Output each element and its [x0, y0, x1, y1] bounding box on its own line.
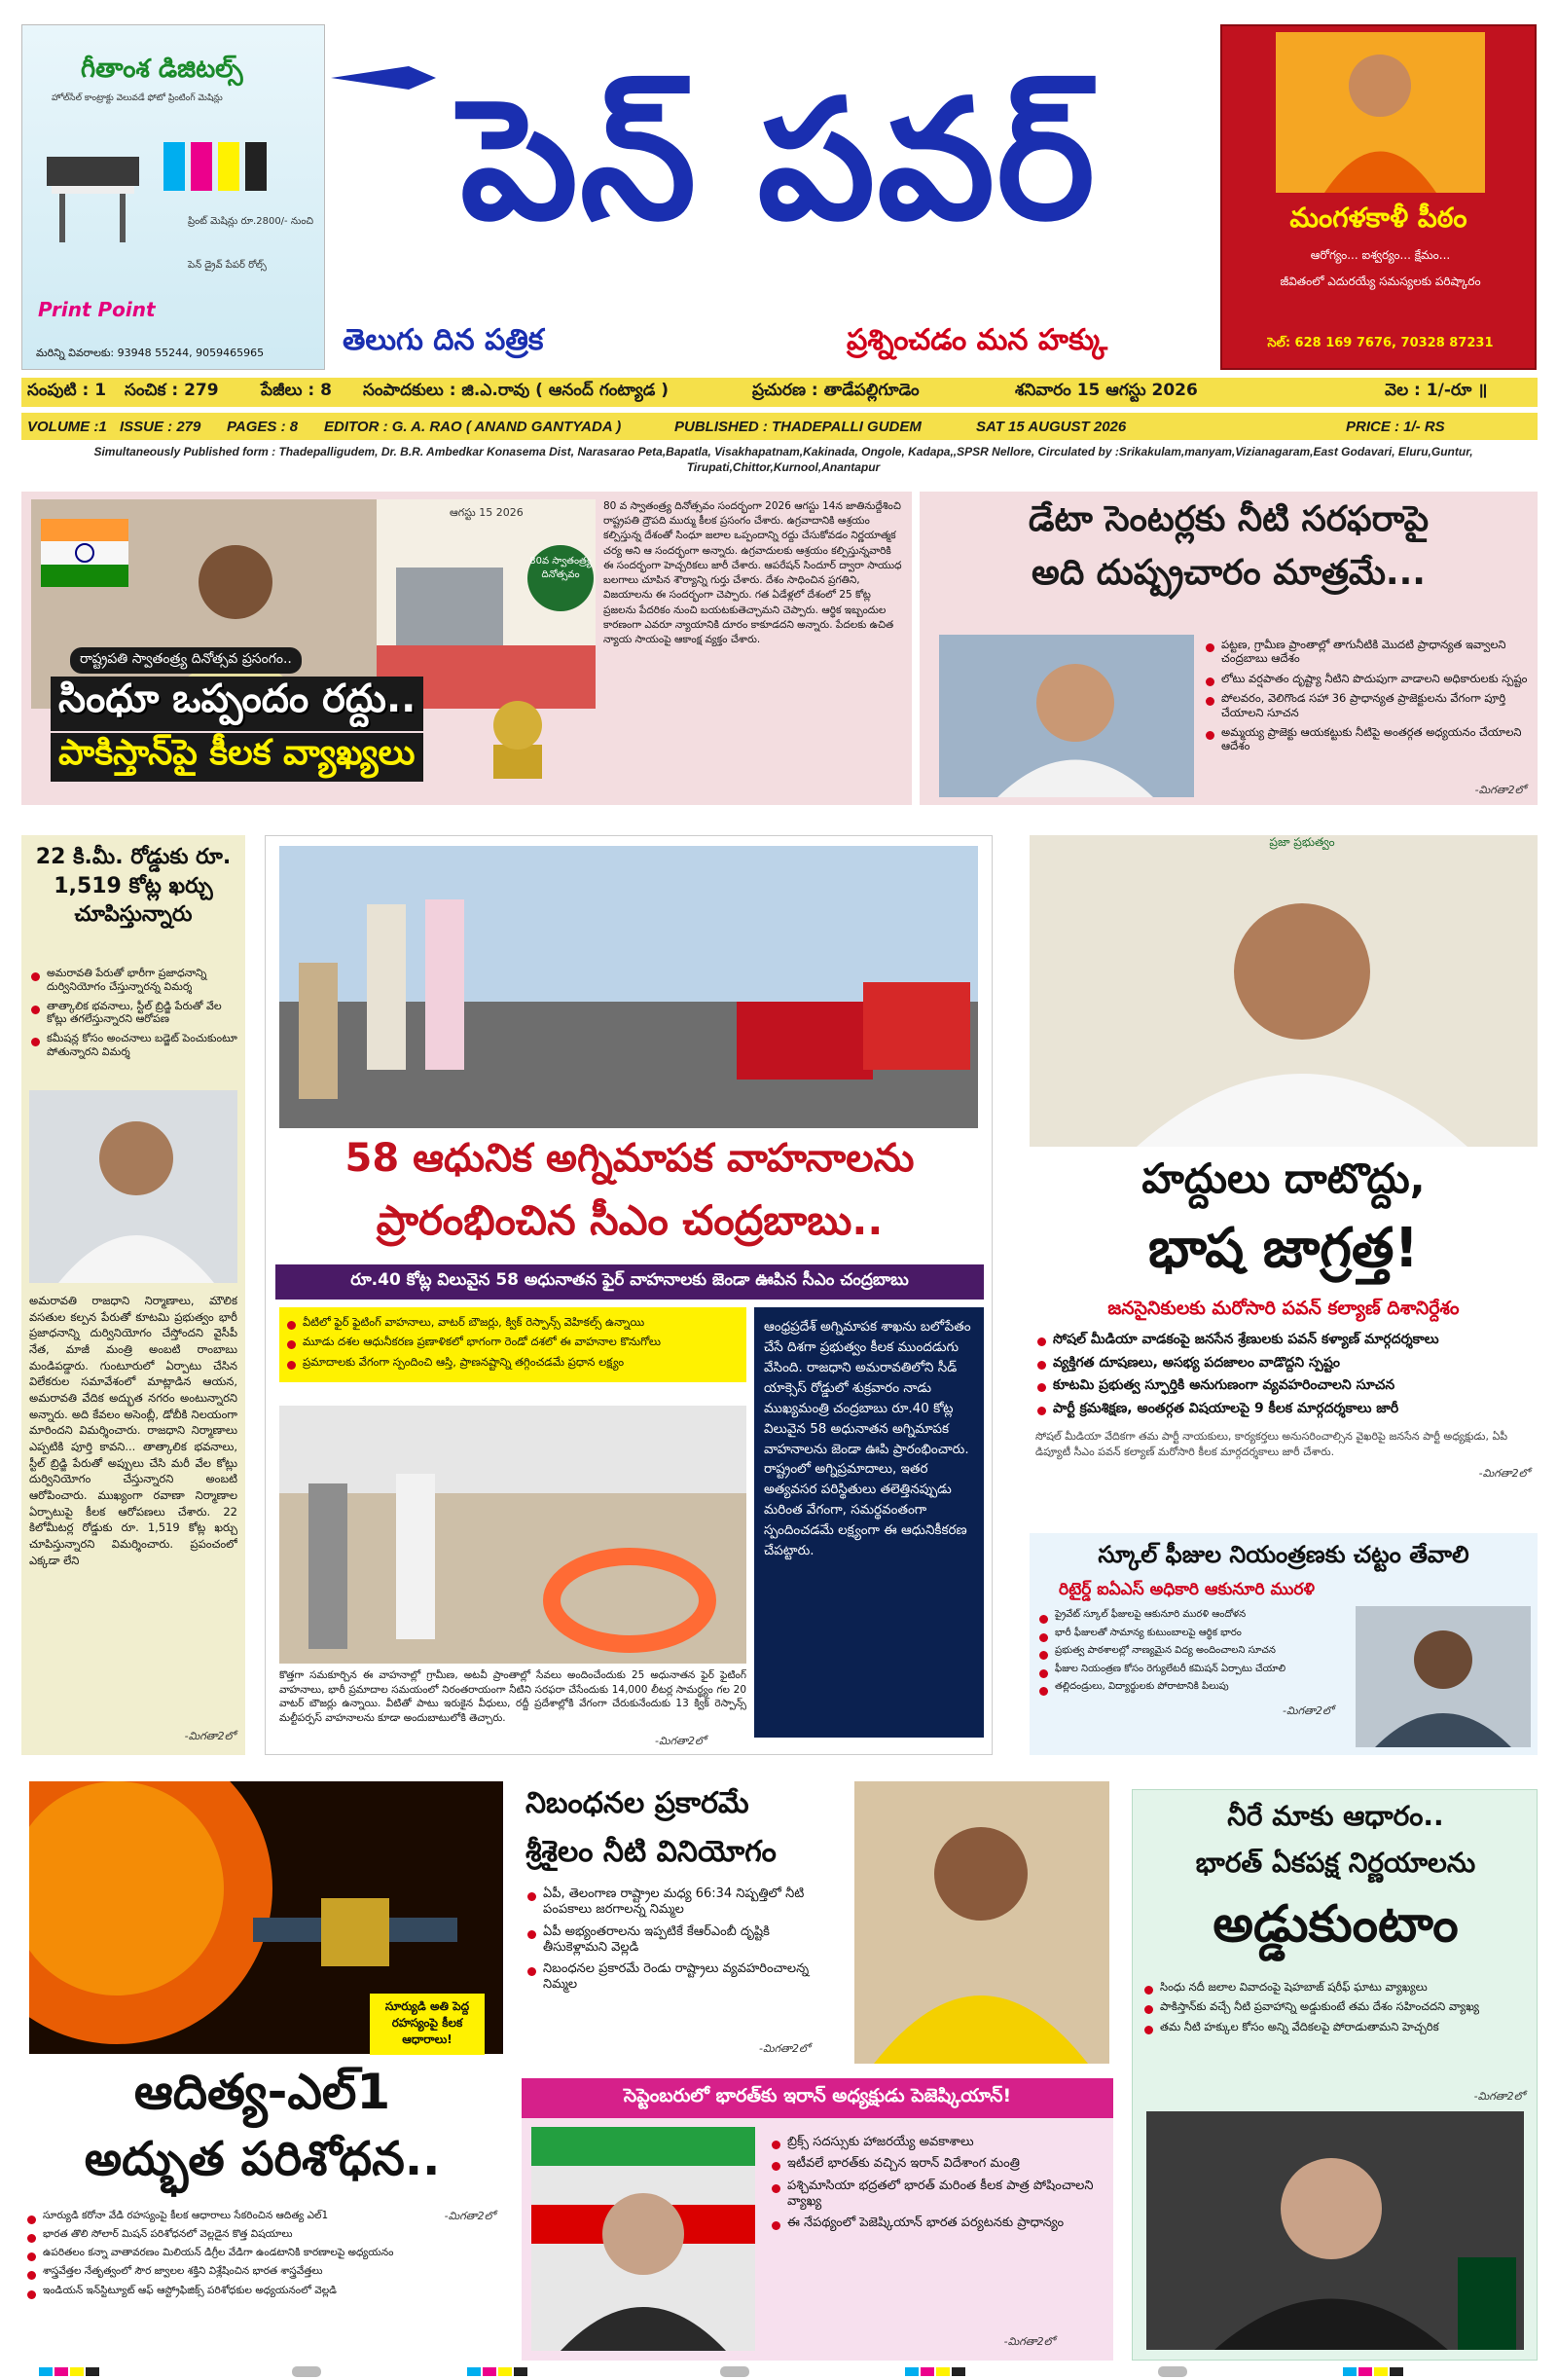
pawan-body: సోషల్ మీడియా వేదికగా తమ పార్టీ నాయకులు, కార్యకర్తలు అనుసరించాల్సిన వైఖరిపై జనసేన పార్టీ అధ్యక్షుడు, ఏపీ డిప్యూటీ సీఎం పవన్ కల్యాణ్ మరోసారి కీలక మార్గదర్శకాలు జారీ చేశారు. — [1035, 1430, 1508, 1458]
masthead — [331, 19, 1226, 370]
story-aditya — [21, 1781, 503, 2365]
murali-photo — [1356, 1606, 1531, 1747]
fire-vehicles-headline1: 58 ఆధునిక అగ్నిమాపక వాహనాలను — [344, 1136, 915, 1181]
list-item: వ్యక్తిగత దూషణలు, అసభ్య పదజాలం వాడొద్దని స్పష్టం — [1035, 1355, 1538, 1373]
list-item: శాస్త్రవేత్తల నేతృత్వంలో సౌర జ్వాలల శక్తిని విశ్లేషించిన భారత శాస్త్రవేత్తలు — [25, 2265, 502, 2278]
list-item: పోలవరం, వెలిగొండ సహా 36 ప్రాధాన్యత ప్రాజెక్టులను వేగంగా పూర్తి చేయాలని సూచన — [1204, 691, 1530, 719]
story-fire-vehicles — [265, 835, 993, 1755]
list-item: మూడు దశల ఆధునీకరణ ప్రణాళికలో భాగంగా రెండో దశలో ఈ వాహనాల కొనుగోలు — [285, 1335, 741, 1348]
list-item: పశ్చిమాసియా భద్రతలో భారత్ మరింత కీలక పాత్ర పోషించాలని వ్యాఖ్య — [770, 2179, 1105, 2211]
info-te-date: శనివారం 15 ఆగస్టు 2026 — [1015, 381, 1198, 400]
nimmala-photo — [854, 1781, 1109, 2064]
info-te-volume: సంపుటి : 1 — [27, 381, 107, 400]
school-fees-continued: -మిగతా2లో — [1283, 1704, 1334, 1717]
ad-left-printer-image — [42, 137, 149, 254]
chandrababu-photo — [939, 635, 1194, 797]
info-te-editor: సంపాదకులు : జి.ఎ.రావు ( ఆనంద్ గంట్యాడ ) — [363, 381, 670, 400]
info-te-issue: సంచిక : 279 — [125, 381, 219, 400]
info-en-price: PRICE : 1/- RS — [1346, 418, 1445, 435]
list-item: పాకిస్తాన్‌కు వచ్చే నీటి ప్రవాహాన్ని అడ్డుకుంటే తమ దేశం సహించదని వ్యాఖ్య — [1142, 1999, 1532, 2013]
list-item: అమరావతి పేరుతో భారీగా ప్రజాధనాన్ని దుర్వినియోగం చేస్తున్నారన్న విమర్శ — [29, 967, 237, 994]
list-item: ప్రమాదాలకు వేగంగా స్పందించి ఆస్తి, ప్రాణనష్టాన్ని తగ్గించడమే ప్రధాన లక్ష్యం — [285, 1355, 741, 1369]
list-item: భారీ ఫీజులతో సామాన్య కుటుంబాలపై ఆర్థిక భారం — [1037, 1628, 1349, 1640]
pakistan-headline3: అడ్డుకుంటాం — [1213, 1895, 1459, 1954]
fire-vehicles-caption: కొత్తగా సమకూర్చిన ఈ వాహనాల్లో గ్రామీణ, అటవీ ప్రాంతాల్లో సేవలు అందించేందుకు 25 అధునాతన ఫైర్ ఫైటింగ్ వాహనాలు, భారీ ప్రమాదాల సమయంలో నిరంతరాయంగా నీటిని సరఫరా చేసేందుకు 14,000 లీటర్ల సామర్థ్యం గల 20 వాటర్ బౌజర్లు ఉన్నాయి. వీటితో పాటు ఇరుకైన వీధులు, రద్దీ ప్రదేశాల్లోకి వేగంగా చేరుకునేందుకు 13 క్విక్ రెస్పాన్స్ మల్టీపర్పస్ వాహనాలను కూడా అందుబాటులోకి తెచ్చారు. — [279, 1669, 746, 1725]
info-en-published: PUBLISHED : THADEPALLI GUDEM — [674, 418, 922, 435]
iran-bullets — [770, 2135, 1105, 2237]
emblem-image — [479, 686, 557, 784]
road-cost-body: అమరావతి రాజధాని నిర్మాణాలు, మౌలిక వసతుల కల్పన పేరుతో కూటమి ప్రభుత్వం భారీ ప్రజాధనాన్ని దుర్వినియోగం చేస్తోందని వైసీపీ నేత, మాజీ మంత్రి అంబటి రాంబాబు మండిపడ్డారు. గుంటూరులో ఏర్పాటు చేసిన విలేకరుల సమావేశంలో మాట్లాడిన ఆయన, అమరావతి వేదిక అద్భుత నగరం అంటున్నారని అన్నారు. అది కేవలం అసెంబ్లీ, డోబీకి నిలయంగా మారిందని విమర్శించారు. రాజధాని నిర్మాణాలు ఎప్పటికి పూర్తి కావని... తాత్కాలిక భవనాలు, స్టీల్ బ్రిడ్జి పేరుతో అప్పులు చేసి మరీ వేల కోట్లు దుర్వినియోగం చేస్తున్నారని అంబటి ఆరోపించారు. ముఖ్యంగా రవాణా నిర్మాణాల ఏర్పాటుపై కీలక ఆరోపణలు చేశారు. 22 కిలోమీటర్ల రోడ్డుకు రూ. 1,519 కోట్ల ఖర్చు చూపిస్తున్నారని విమర్శించారు. ప్రపంచంలో ఎక్కడా లేని — [29, 1294, 237, 1567]
masthead-tagline: ప్రశ్నించడం మన హక్కు — [847, 323, 1108, 357]
ad-left-line2: ప్రింట్ మెషిన్లు రూ.2800/- నుంచి — [188, 216, 314, 227]
story-president — [21, 492, 912, 805]
pawan-subhead: జనసైనికులకు మరోసారి పవన్ కల్యాణ్ దిశానిర్దేశం — [1107, 1298, 1460, 1319]
list-item: పట్టణ, గ్రామీణ ప్రాంతాల్లో తాగునీటికి మొదటి ప్రాధాన్యత ఇవ్వాలని చంద్రబాబు ఆదేశం — [1204, 638, 1530, 666]
list-item: భారత తొలి సోలార్ మిషన్ పరిశోధనలో వెల్లడైన కొత్త విషయాలు — [25, 2228, 502, 2241]
info-en-volume: VOLUME :1 — [27, 418, 107, 435]
ad-left-phone: మరిన్ని వివరాలకు: 93948 55244, 9059465965 — [36, 347, 265, 359]
list-item: కమీషన్ల కోసం అంచనాలు బడ్జెట్ పెంచుకుంటూ పోతున్నారని విమర్శ — [29, 1032, 237, 1059]
list-item: తాత్కాలిక భవనాలు, స్టీల్ బ్రిడ్జి పేరుతో వేల కోట్లు తగలేస్తున్నారని ఆరోపణ — [29, 1000, 237, 1027]
president-headline1: సింధూ ఒప్పందం రద్దు.. — [51, 677, 423, 731]
drone-inspection-photo — [279, 1406, 746, 1664]
aditya-continued: -మిగతా2లో — [444, 2210, 495, 2222]
fire-vehicles-continued: -మిగతా2లో — [655, 1735, 706, 1747]
road-cost-continued: -మిగతా2లో — [184, 1730, 235, 1742]
ad-left-line3: పెన్ డ్రైవ్ పేపర్ రోల్స్ — [188, 260, 267, 271]
srisailam-headline2: శ్రీశైలం నీటి వినియోగం — [525, 1835, 777, 1869]
list-item: సోషల్ మీడియా వాడకంపై జనసేన శ్రేణులకు పవన్ కళ్యాణ్ మార్గదర్శకాలు — [1035, 1332, 1538, 1349]
list-item: ఇండియన్ ఇన్‌స్టిట్యూట్ ఆఫ్ ఆస్ట్రోఫిజిక్స్ పరిశోధకుల అధ్యయనంలో వెల్లడి — [25, 2285, 502, 2297]
road-cost-bullets — [29, 967, 237, 1065]
pezeshkian-photo — [531, 2127, 755, 2351]
ad-left-ink-bottles — [159, 128, 285, 196]
pawan-continued: -మిగతా2లో — [1478, 1467, 1530, 1480]
list-item: వీటిలో ఫైర్ ఫైటింగ్ వాహనాలు, వాటర్ బౌజర్లు, క్విక్ రెస్పాన్స్ వెహికల్స్ ఉన్నాయి — [285, 1315, 741, 1329]
list-item: ఉపరితలం కన్నా వాతావరణం మిలియన్ డిగ్రీల వేడిగా ఉండటానికి కారణాలపై అధ్యయనం — [25, 2247, 502, 2259]
ad-right-line2: జీవితంలో ఎదురయ్యే సమస్యలకు పరిష్కారం — [1280, 275, 1481, 288]
masthead-subtitle: తెలుగు దిన పత్రిక — [343, 323, 544, 357]
fire-vehicles-blue-box: ఆంధ్రప్రదేశ్ అగ్నిమాపక శాఖను బలోపేతం చేసే దిశగా ప్రభుత్వం కీలక ముందడుగు వేసింది. రాజధాని అమరావతిలోని సీడ్ యాక్సెస్ రోడ్డులో శుక్రవారం నాడు ముఖ్యమంత్రి చంద్రబాబు రూ.40 కోట్ల విలువైన 58 అధునాతన అగ్నిమాపక వాహనాలను జెండా ఊపి ప్రారంభించారు. రాష్ట్రంలో అగ్నిప్రమాదాలు, ఇతర అత్యవసర పరిస్థితులు తలెత్తినప్పుడు మరింత వేగంగా, సమర్థవంతంగా స్పందించడమే లక్ష్యంగా ఈ ఆధునికీకరణ చేపట్టారు. — [754, 1307, 984, 1738]
editions-line: Simultaneously Published form : Thadepalligudem, Dr. B.R. Ambedkar Konasema Dist, Narasarao Peta,Bapatla, Visakhapatnam,Kakinada, Ongole, Kadapa,,SPSR Nellore, Circulated by :Srikakulam,manyam,Vizianagaram,East Godavari, Eluru,Guntur, Tirupati,Chittor,Kurnool,Anantapur — [93, 445, 1473, 474]
list-item: పార్టీ క్రమశిక్షణ, అంతర్గత విషయాలపై 9 కీలక మార్గదర్శకాలు జారీ — [1035, 1401, 1538, 1418]
aditya-bullets — [25, 2210, 502, 2303]
story-school-fees — [1030, 1533, 1538, 1755]
data-centers-headline2: అది దుష్ప్రచారం మాత్రమే... — [1032, 553, 1426, 593]
ad-right[interactable] — [1220, 24, 1537, 370]
school-fees-headline: స్కూల్ ఫీజుల నియంత్రణకు చట్టం తేవాలి — [1098, 1541, 1469, 1568]
data-centers-continued: -మిగతా2లో — [1474, 784, 1526, 796]
aditya-headline2: అద్భుత పరిశోధన.. — [84, 2132, 441, 2186]
fire-vehicles-bullets — [279, 1307, 746, 1382]
pakistan-headline2: భారత్ ఏకపక్ష నిర్ణయాలను — [1195, 1847, 1476, 1879]
school-fees-bullets — [1037, 1609, 1349, 1700]
list-item: బ్రిక్స్ సదస్సుకు హాజరయ్యే అవకాశాలు — [770, 2135, 1105, 2150]
pawan-photo-top-text: ప్రజా ప్రభుత్వం — [1269, 835, 1335, 849]
list-item: ఫీజుల నియంత్రణ కోసం రెగ్యులేటరీ కమిషన్ ఏర్పాటు చేయాలి — [1037, 1664, 1349, 1676]
ad-left-line1: హోల్‌సేల్ కాంట్రాక్టు వెలువడే ఫోటో ప్రింటింగ్ మెషిన్లు — [52, 93, 223, 103]
list-item: కూటమి ప్రభుత్వ స్ఫూర్తికి అనుగుణంగా వ్యవహరించాలని సూచన — [1035, 1377, 1538, 1395]
ad-left-logo: Print Point — [38, 298, 156, 321]
story-pawan — [1030, 835, 1538, 1483]
ad-right-photo — [1276, 32, 1485, 193]
president-body: 80 వ స్వాతంత్ర్య దినోత్సవం సందర్భంగా 2026 ఆగస్టు 14న జాతినుద్దేశించి రాష్ట్రపతి ద్రౌపది ముర్ము కీలక ప్రసంగం చేశారు. ఉగ్రవాదానికి ఆశ్రయం కల్పిస్తున్న దేశంతో సింధూ జలాల ఒప్పందాన్ని రద్దు చేసుకోవడం నిర్ణయాత్మక చర్య అని ఆ సందర్భంగా అన్నారు. ఉగ్రవాదులకు ఆశ్రయం కల్పిస్తున్నవారికి ఈ సందర్భంగా హెచ్చరికలు జారీ చేశారు. ఆపరేషన్ సిందూర్ ద్వారా సాయుధ బలగాలు చూపిన శౌర్యాన్ని గుర్తు చేశారు. దేశం సాధించిన ప్రగతిని, విజయాలను ఈ సందర్భంగా చెప్పారు. గత ఏడేళ్లలో దేశంలో 25 కోట్ల ప్రజలను పేదరికం నుంచి బయటకుతెచ్చామని చెప్పారు. ఆర్థిక ఇబ్బందుల కారణంగా ఎవరూ న్యాయానికి దూరం కాకూడదని అన్నారు. పేదలకు ఉచిత న్యాయ సాయంపై ఆకాంక్ష వ్యక్తం చేశారు. — [603, 500, 902, 645]
president-banner: రాష్ట్రపతి స్వాతంత్ర్య దినోత్సవ ప్రసంగం.. — [70, 647, 302, 674]
srisailam-headline1: నిబంధనల ప్రకారమే — [525, 1786, 749, 1820]
list-item: ఏపీ, తెలంగాణ రాష్ట్రాల మధ్య 66:34 నిష్పత్తిలో నీటి పంపకాలు జరగాలన్న నిమ్మల — [525, 1886, 837, 1919]
aditya-caption: సూర్యుడి అతి పెద్ద రహస్యంపై కీలక ఆధారాలు! — [370, 1994, 485, 2055]
info-en-issue: ISSUE : 279 — [120, 418, 201, 435]
info-en-editor: EDITOR : G. A. RAO ( ANAND GANTYADA ) — [324, 418, 622, 435]
masthead-title: పెన్ పవర్ — [460, 64, 1097, 257]
list-item: ఏపీ అభ్యంతరాలను ఇప్పటికే కేఆర్ఎంబీ దృష్టికి తీసుకెళ్లామని వెల్లడి — [525, 1924, 837, 1957]
data-centers-bullets — [1204, 638, 1530, 759]
pawan-photo — [1030, 835, 1538, 1147]
ad-left[interactable] — [21, 24, 325, 370]
info-en-pages: PAGES : 8 — [227, 418, 299, 435]
ad-right-line1: ఆరోగ్యం... ఐశ్వర్యం... క్షేమం... — [1310, 248, 1451, 262]
list-item: అమ్మయ్య ప్రాజెక్టు ఆయకట్టుకు నీటిపై అంతర్గత అధ్యయనం చేయాలని ఆదేశం — [1204, 725, 1530, 753]
info-te-price: వెల : 1/-రూ ॥ — [1385, 381, 1488, 400]
story-srisailam — [516, 1781, 1119, 2073]
fire-vehicles-headline2: ప్రారంభించిన సీఎం చంద్రబాబు.. — [376, 1196, 884, 1244]
list-item: ప్రభుత్వ పాఠశాలల్లో నాణ్యమైన విద్య అందించాలని సూచన — [1037, 1645, 1349, 1658]
story-road-cost — [21, 835, 245, 1755]
fire-vehicles-subbanner: రూ.40 కోట్ల విలువైన 58 అధునాతన ఫైర్ వాహనాలకు జెండా ఊపిన సీఎం చంద్రబాబు — [275, 1264, 984, 1300]
school-fees-subhead: రిటైర్డ్ ఐఏఎస్ అధికారి ఆకునూరి మురళి — [1059, 1580, 1315, 1599]
fire-vehicles-photo — [279, 846, 978, 1128]
info-en-date: SAT 15 AUGUST 2026 — [976, 418, 1127, 435]
ambati-photo — [29, 1090, 237, 1283]
registration-marks — [0, 2363, 1557, 2380]
pawan-headline2: భాష జాగ్రత్త! — [1147, 1217, 1420, 1280]
president-badge-text: 80వ స్వాతంత్ర్య దినోత్సవం — [527, 545, 594, 611]
shehbaz-photo — [1146, 2111, 1524, 2350]
info-bar-telugu — [21, 378, 1538, 407]
pakistan-continued: -మిగతా2లో — [1473, 2090, 1525, 2103]
info-bar-english — [21, 413, 1538, 440]
list-item: ఈ నేపథ్యంలో పెజెష్కియాన్ భారత పర్యటనకు ప్రాధాన్యం — [770, 2215, 1105, 2231]
list-item: సింధు నదీ జలాల వివాదంపై షెహబాజ్ షరీఫ్ ఘాటు వ్యాఖ్యలు — [1142, 1980, 1532, 1994]
ad-right-title: మంగళకాళీ పీఠం — [1289, 201, 1467, 234]
iran-continued: -మిగతా2లో — [1003, 2335, 1055, 2348]
ad-left-brand: గీతాంశ డిజిటల్స్ — [81, 55, 243, 84]
ad-right-phone: సెల్: 628 169 7676, 70328 87231 — [1267, 336, 1494, 350]
data-centers-headline1: డేటా సెంటర్లకు నీటి సరఫరాపై — [1028, 499, 1430, 539]
list-item: తమ నీటి హక్కుల కోసం అన్ని వేదికలపై పోరాడుతామని హెచ్చరిక — [1142, 2020, 1532, 2033]
story-iran — [522, 2078, 1113, 2361]
srisailam-continued: -మిగతా2లో — [759, 2042, 811, 2055]
story-data-centers — [920, 492, 1538, 805]
list-item: నిబంధనల ప్రకారమే రెండు రాష్ట్రాలు వ్యవహరించాలన్న నిమ్మల — [525, 1961, 837, 1994]
president-headline2: పాకిస్తాన్‌పై కీలక వ్యాఖ్యలు — [51, 733, 423, 782]
list-item: లోటు వర్షపాతం దృష్ట్యా నీటిని పొదుపుగా వాడాలని అధికారులకు స్పష్టం — [1204, 672, 1530, 685]
president-badge-date: ఆగస్టు 15 2026 — [450, 506, 524, 519]
list-item: తల్లిదండ్రులు, విద్యార్థులకు పోరాటానికి పిలుపు — [1037, 1681, 1349, 1694]
story-pakistan-water — [1132, 1789, 1538, 2361]
pakistan-headline1: నీరే మాకు ఆధారం.. — [1227, 1800, 1444, 1832]
info-te-published: ప్రచురణ : తాడేపల్లిగూడెం — [752, 381, 920, 400]
list-item: సూర్యుడి కరోనా వేడి రహస్యంపై కీలక ఆధారాలు సేకరించిన ఆదిత్య ఎల్1 — [25, 2210, 502, 2222]
aditya-headline1: ఆదిత్య-ఎల్1 — [133, 2064, 391, 2120]
list-item: ప్రైవేట్ స్కూల్ ఫీజులపై ఆకునూరి మురళి ఆందోళన — [1037, 1609, 1349, 1622]
list-item: ఇటీవలే భారత్‌కు వచ్చిన ఇరాన్ విదేశాంగ మంత్రి — [770, 2156, 1105, 2172]
pawan-headline1: హద్దులు దాటొద్దు, — [1141, 1154, 1426, 1202]
pakistan-bullets — [1142, 1980, 1532, 2039]
info-te-pages: పేజీలు : 8 — [261, 381, 332, 400]
road-cost-headline: 22 కి.మీ. రోడ్డుకు రూ. 1,519 కోట్ల ఖర్చు చూపిస్తున్నారు — [35, 845, 232, 928]
pawan-bullets — [1035, 1332, 1538, 1423]
iran-headline: సెప్టెంబరులో భారత్‌కు ఇరాన్ అధ్యక్షుడు పెజెష్కియాన్! — [522, 2078, 1113, 2118]
srisailam-bullets — [525, 1886, 837, 1999]
